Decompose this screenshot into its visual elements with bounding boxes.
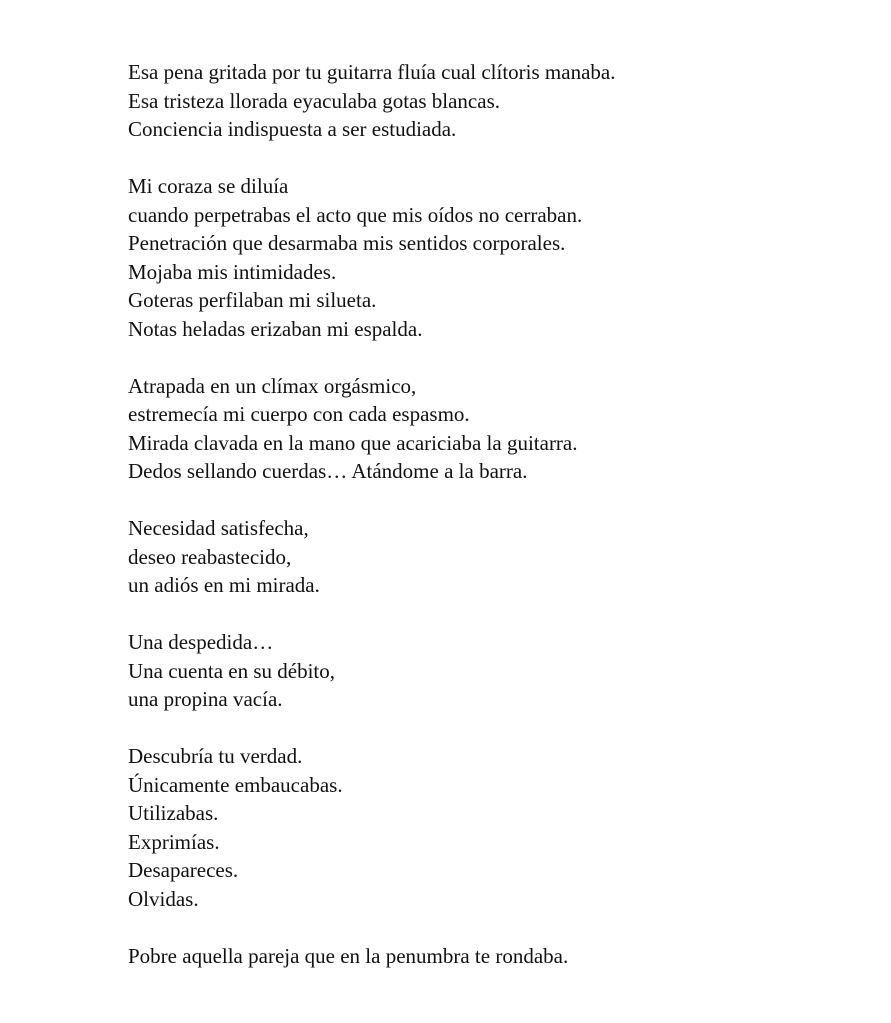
- poem-line: una propina vacía.: [128, 687, 283, 711]
- poem-line: Exprimías.: [128, 829, 220, 854]
- poem-line: Goteras perfilaban mi silueta.: [128, 288, 377, 312]
- poem-line: Una cuenta en su débito,: [128, 658, 336, 683]
- poem-line: Olvidas.: [128, 886, 199, 911]
- poem-line: Necesidad satisfecha,: [128, 516, 309, 540]
- poem-line: Descubría tu verdad.: [128, 744, 303, 768]
- poem-line: estremecía mi cuerpo con cada espasmo.: [128, 402, 470, 426]
- poem-line: Utilizabas.: [128, 801, 219, 825]
- poem-line: Pobre aquella pareja que en la penumbra te rondaba.: [128, 943, 569, 968]
- poem-line: Notas heladas erizaban mi espalda.: [128, 316, 423, 341]
- poem-line: Penetración que desarmaba mis sentidos corporales.: [128, 231, 566, 255]
- poem-line: Dedos sellando cuerdas… Atándome a la barra.: [128, 459, 528, 483]
- poem-line: Atrapada en un clímax orgásmico,: [128, 373, 417, 398]
- stanza-1: [128, 58, 848, 144]
- stanza-6: [128, 742, 848, 913]
- stanza-7: [128, 942, 848, 971]
- poem-line: cuando perpetrabas el acto que mis oídos no cerraban.: [128, 202, 583, 227]
- poem-line: un adiós en mi mirada.: [128, 573, 320, 597]
- poem-line: deseo reabastecido,: [128, 544, 292, 569]
- stanza-2: [128, 172, 848, 343]
- poem-body: [128, 58, 848, 970]
- poem-line: Mirada clavada en la mano que acariciaba la guitarra.: [128, 430, 578, 455]
- poem-line: Desapareces.: [128, 858, 239, 882]
- poem-line: Mi coraza se diluía: [128, 174, 289, 198]
- poem-line: Una despedida…: [128, 630, 274, 654]
- stanza-4: [128, 514, 848, 600]
- poem-line: Conciencia indispuesta a ser estudiada.: [128, 117, 457, 141]
- stanza-3: [128, 372, 848, 486]
- poem-line: Esa pena gritada por tu guitarra fluía cual clítoris manaba.: [128, 60, 616, 84]
- poem-line: Únicamente embaucabas.: [128, 772, 343, 797]
- poem-line: Mojaba mis intimidades.: [128, 259, 337, 284]
- poem-line: Esa tristeza llorada eyaculaba gotas blancas.: [128, 88, 500, 113]
- stanza-5: [128, 628, 848, 714]
